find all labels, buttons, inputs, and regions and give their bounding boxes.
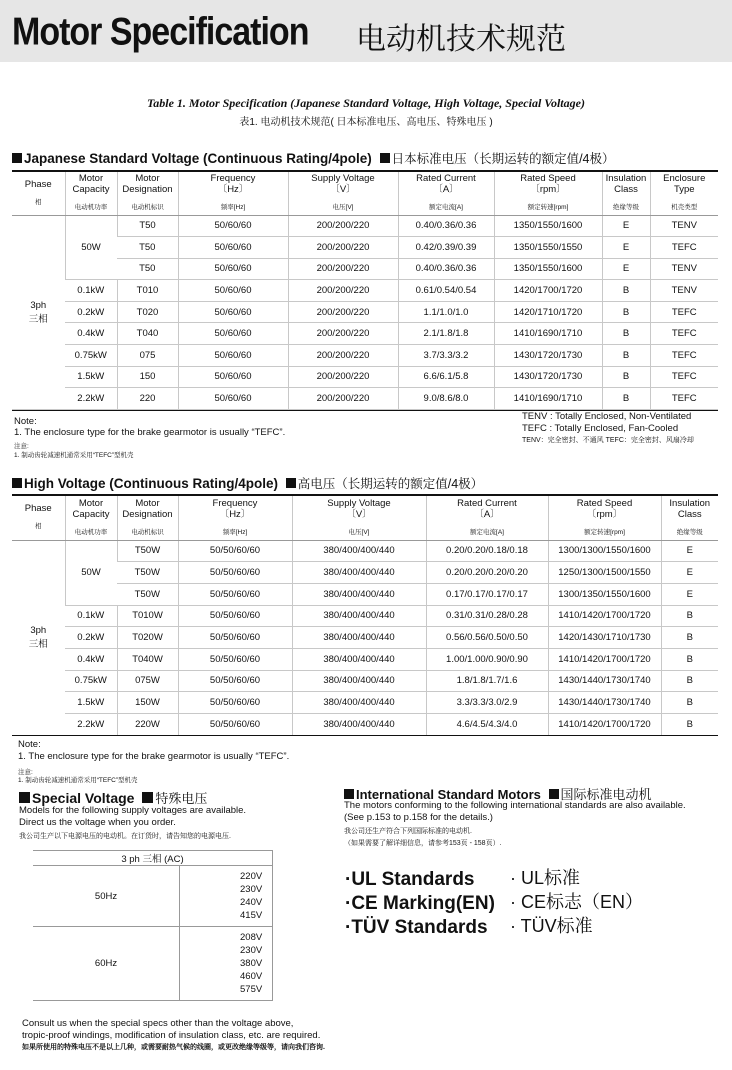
column-header-cn: 相 [35, 198, 42, 206]
cell-cur: 0.40/0.36/0.36 [398, 258, 494, 280]
column-header-cn: 电压[V] [332, 204, 354, 212]
cell-volt: 200/200/220 [288, 388, 398, 410]
cell-cur: 0.40/0.36/0.36 [398, 215, 494, 237]
hv-spec-table [12, 496, 718, 736]
cell-ins: B [602, 323, 650, 345]
cell-cur: 2.1/1.8/1.8 [398, 323, 494, 345]
std-tuv-cn: · TÜV标准 [510, 916, 593, 936]
column-header [398, 172, 494, 215]
voltage-value: 220V [240, 871, 263, 882]
column-header-en: Motor Capacity [72, 497, 110, 520]
special-table-header: 3 ph 三相 (AC) [33, 851, 273, 866]
cell-cur: 0.20/0.20/0.18/0.18 [426, 540, 548, 562]
cell-des: 075W [117, 670, 178, 692]
cell-freq: 50/50/60/60 [178, 540, 292, 562]
capacity-cell: 0.4kW [65, 323, 117, 345]
column-header-cn: 绝缘等级 [613, 204, 639, 212]
table-row [12, 562, 718, 584]
voltage-value: 240V [240, 897, 263, 908]
cell-cur: 0.61/0.54/0.54 [398, 280, 494, 302]
table-row [12, 323, 718, 345]
column-header [117, 496, 178, 540]
std-ul: ·UL Standards [345, 869, 475, 890]
freq-50hz: 50Hz [33, 866, 180, 927]
cell-spd: 1430/1440/1730/1740 [548, 692, 661, 714]
column-header [117, 172, 178, 215]
consult-text: Consult us when the special specs other than the voltage above, tropic-proof windings, modification of insulation class, etc. are required. 如果所使用的特殊电压不是以上几种，或需要耐热气候的线圈，或更改绝缘等级等，请向我们咨询. [22, 1018, 325, 1051]
column-header [178, 496, 292, 540]
cell-enc: TEFC [650, 388, 718, 410]
cell-enc: TEFC [650, 301, 718, 323]
jp-note-cn-1: 1. 制动齿轮减速机通常采用“TEFC”型机壳 [14, 452, 134, 459]
cell-enc: TEFC [650, 237, 718, 259]
cell-ins: E [661, 562, 718, 584]
cell-enc: TENV [650, 280, 718, 302]
capacity-cell: 0.2kW [65, 301, 117, 323]
column-header-en: Supply Voltage 〔V〕 [327, 497, 391, 520]
column-header [426, 496, 548, 540]
capacity-cell: 2.2kW [65, 714, 117, 736]
table-row [12, 345, 718, 367]
cell-volt: 380/400/400/440 [292, 670, 426, 692]
cell-spd: 1350/1550/1600 [494, 258, 602, 280]
hv-note-cn-label: 注意: [18, 769, 33, 776]
cell-enc: TEFC [650, 345, 718, 367]
voltage-value: 575V [240, 984, 263, 995]
cell-freq: 50/60/60 [178, 323, 288, 345]
phase-cell [12, 540, 65, 735]
intl-text: The motors conforming to the following international standards are also available. (See p.153 to p.158 for the details.) 我公司还生产符合下列国际标准的电动机. （如果需要了解详细信息，请参考153页 - 158页）. [344, 800, 686, 847]
cell-volt: 200/200/220 [288, 366, 398, 388]
cell-ins: B [661, 605, 718, 627]
cell-freq: 50/50/60/60 [178, 670, 292, 692]
special-voltage-table [33, 850, 273, 1001]
column-header-cn: 机壳类型 [671, 204, 698, 212]
column-header-en: Insulation Class [669, 497, 711, 520]
cell-enc: TEFC [650, 323, 718, 345]
column-header-cn: 额定转速[rpm] [584, 528, 625, 536]
cell-volt: 380/400/400/440 [292, 627, 426, 649]
cell-freq: 50/60/60 [178, 388, 288, 410]
table-row [12, 648, 718, 670]
column-header-en: Rated Speed 〔rpm〕 [520, 173, 576, 196]
capacity-cell: 50W [65, 540, 117, 605]
column-header-en: Phase [24, 178, 52, 190]
cell-enc: TENV [650, 215, 718, 237]
std-ce: ·CE Marking(EN) [345, 893, 495, 914]
column-header [178, 172, 288, 215]
cell-freq: 50/60/60 [178, 301, 288, 323]
header-band [0, 0, 732, 62]
cell-volt: 200/200/220 [288, 237, 398, 259]
cell-ins: B [661, 692, 718, 714]
cell-volt: 200/200/220 [288, 215, 398, 237]
column-header-en: Motor Designation [122, 497, 173, 520]
cell-freq: 50/60/60 [178, 258, 288, 280]
capacity-cell: 0.1kW [65, 280, 117, 302]
cell-volt: 200/200/220 [288, 280, 398, 302]
column-header-cn: 电动机标识 [131, 204, 164, 212]
column-header-en: Rated Current 〔A〕 [416, 173, 476, 196]
cell-cur: 0.56/0.56/0.50/0.50 [426, 627, 548, 649]
column-header-en: Rated Current 〔A〕 [457, 497, 517, 520]
cell-des: T010 [117, 280, 178, 302]
cell-freq: 50/50/60/60 [178, 627, 292, 649]
cell-freq: 50/60/60 [178, 237, 288, 259]
capacity-cell: 2.2kW [65, 388, 117, 410]
cell-volt: 380/400/400/440 [292, 648, 426, 670]
cell-spd: 1410/1420/1700/1720 [548, 605, 661, 627]
column-header-en: Frequency 〔Hz〕 [210, 173, 256, 196]
cell-spd: 1420/1430/1710/1730 [548, 627, 661, 649]
special-voltage-title: Special Voltage 特殊电压 [19, 788, 207, 807]
capacity-cell: 50W [65, 215, 117, 280]
cell-des: 075 [117, 345, 178, 367]
table-row [12, 237, 718, 259]
cell-des: T020W [117, 627, 178, 649]
cell-spd: 1410/1690/1710 [494, 388, 602, 410]
cell-cur: 1.00/1.00/0.90/0.90 [426, 648, 548, 670]
std-ce-cn: · CE标志（EN） [510, 892, 644, 912]
cell-freq: 50/50/60/60 [178, 562, 292, 584]
column-header-cn: 电动机功率 [74, 204, 108, 212]
table-row [12, 388, 718, 410]
column-header-en: Rated Speed 〔rpm〕 [576, 497, 633, 520]
freq-60hz: 60Hz [33, 927, 180, 1001]
cell-spd: 1410/1420/1700/1720 [548, 648, 661, 670]
jp-note-1: 1. The enclosure type for the brake gearmotor is usually “TEFC”. [14, 427, 286, 438]
cell-freq: 50/60/60 [178, 215, 288, 237]
cell-spd: 1350/1550/1550 [494, 237, 602, 259]
table-row [12, 692, 718, 714]
cell-spd: 1430/1440/1730/1740 [548, 670, 661, 692]
cell-ins: B [602, 388, 650, 410]
cell-volt: 380/400/400/440 [292, 583, 426, 605]
column-header [548, 496, 661, 540]
voltage-value: 380V [240, 958, 263, 969]
cell-freq: 50/50/60/60 [178, 583, 292, 605]
cell-volt: 200/200/220 [288, 323, 398, 345]
capacity-cell: 0.4kW [65, 648, 117, 670]
cell-freq: 50/50/60/60 [178, 692, 292, 714]
table-row [12, 215, 718, 237]
cell-des: T010W [117, 605, 178, 627]
column-header-en: Motor Designation [122, 173, 173, 196]
cell-volt: 380/400/400/440 [292, 540, 426, 562]
column-header-en: Enclosure Type [663, 173, 706, 196]
enc-tefc: TEFC : Totally Enclosed, Fan-Cooled [522, 423, 679, 434]
capacity-cell: 1.5kW [65, 366, 117, 388]
column-header [12, 496, 65, 540]
jp-note-cn-label: 注意: [14, 443, 29, 450]
cell-spd: 1250/1300/1500/1550 [548, 562, 661, 584]
cell-spd: 1420/1700/1720 [494, 280, 602, 302]
cell-ins: E [602, 237, 650, 259]
std-ul-cn: · UL标准 [510, 868, 581, 888]
cell-cur: 1.1/1.0/1.0 [398, 301, 494, 323]
phase-value-cn: 三相 [28, 639, 48, 651]
cell-ins: B [602, 301, 650, 323]
enclosure-legend [522, 411, 694, 447]
column-header-cn: 额定转速[rpm] [527, 204, 569, 212]
cell-volt: 380/400/400/440 [292, 562, 426, 584]
column-header-cn: 绝缘等级 [676, 528, 703, 536]
cell-spd: 1430/1720/1730 [494, 366, 602, 388]
cell-ins: B [661, 714, 718, 736]
column-header [65, 496, 117, 540]
cell-des: 220W [117, 714, 178, 736]
cell-volt: 380/400/400/440 [292, 714, 426, 736]
table-row [12, 258, 718, 280]
cell-des: T50W [117, 562, 178, 584]
column-header-cn: 频率[Hz] [220, 204, 246, 212]
page-title-cn: 电动机技术规范 [356, 23, 566, 56]
volts-50hz [180, 866, 273, 927]
cell-ins: B [661, 627, 718, 649]
cell-des: T040W [117, 648, 178, 670]
capacity-cell: 0.75kW [65, 670, 117, 692]
cell-ins: B [661, 648, 718, 670]
table-row [12, 366, 718, 388]
table-row [12, 627, 718, 649]
table-row [12, 670, 718, 692]
cell-des: T50 [117, 237, 178, 259]
cell-ins: B [602, 345, 650, 367]
column-header-en: Motor Capacity [72, 173, 110, 196]
column-header-en: Insulation Class [605, 173, 647, 196]
capacity-cell: 0.75kW [65, 345, 117, 367]
hv-note-cn-1: 1. 制动齿轮减速机通常采用“TEFC”型机壳 [18, 777, 138, 784]
intl-title: International Standard Motors 国际标准电动机 [344, 784, 652, 803]
cell-ins: B [602, 280, 650, 302]
cell-cur: 0.20/0.20/0.20/0.20 [426, 562, 548, 584]
column-header [602, 172, 650, 215]
cell-cur: 4.6/4.5/4.3/4.0 [426, 714, 548, 736]
cell-ins: E [661, 540, 718, 562]
column-header [12, 172, 65, 215]
table-row [12, 714, 718, 736]
cell-des: T040 [117, 323, 178, 345]
column-header-en: Supply Voltage 〔V〕 [311, 173, 375, 196]
enc-tenv: TENV : Totally Enclosed, Non-Ventilated [522, 411, 692, 422]
column-header-cn: 电压[V] [348, 528, 370, 536]
cell-freq: 50/60/60 [178, 366, 288, 388]
special-text: Models for the following supply voltages are available. Direct us the voltage when you order. 我公司生产以下电源电压的电动机。在订货时，请告知您的电源电压. [19, 805, 247, 840]
cell-spd: 1410/1420/1700/1720 [548, 714, 661, 736]
phase-cell [12, 215, 65, 409]
cell-freq: 50/50/60/60 [178, 648, 292, 670]
capacity-cell: 1.5kW [65, 692, 117, 714]
table-row [12, 280, 718, 302]
hv-note-label: Note: [18, 739, 41, 750]
voltage-value: 460V [240, 971, 263, 982]
cell-cur: 0.31/0.31/0.28/0.28 [426, 605, 548, 627]
cell-des: 150 [117, 366, 178, 388]
table-caption: Table 1. Motor Specification (Japanese Standard Voltage, High Voltage, Special Voltage) [147, 96, 585, 110]
column-header [494, 172, 602, 215]
section-title-hv: High Voltage (Continuous Rating/4pole) 高电压（长期运转的额定值/4极） [12, 474, 483, 492]
capacity-cell: 0.1kW [65, 605, 117, 627]
table-row [12, 583, 718, 605]
cell-spd: 1430/1720/1730 [494, 345, 602, 367]
cell-spd: 1300/1350/1550/1600 [548, 583, 661, 605]
cell-cur: 3.3/3.3/3.0/2.9 [426, 692, 548, 714]
column-header [650, 172, 718, 215]
jp-note-label: Note: [14, 416, 37, 427]
cell-ins: B [602, 366, 650, 388]
cell-des: 150W [117, 692, 178, 714]
cell-cur: 0.42/0.39/0.39 [398, 237, 494, 259]
column-header-en: Phase [24, 503, 52, 515]
intl-standards-list [345, 868, 495, 940]
cell-des: T020 [117, 301, 178, 323]
cell-cur: 9.0/8.6/8.0 [398, 388, 494, 410]
cell-freq: 50/60/60 [178, 280, 288, 302]
cell-volt: 200/200/220 [288, 258, 398, 280]
cell-ins: E [602, 258, 650, 280]
table-row [12, 301, 718, 323]
enc-cn: TENV：完全密封、不通风 TEFC：完全密封、风扇冷却 [522, 437, 694, 444]
cell-cur: 0.17/0.17/0.17/0.17 [426, 583, 548, 605]
column-header-cn: 额定电流[A] [470, 528, 504, 536]
hv-note-1: 1. The enclosure type for the brake gearmotor is usually “TEFC”. [18, 751, 290, 762]
column-header [288, 172, 398, 215]
cell-des: T50 [117, 258, 178, 280]
intl-standards-list-cn [510, 866, 643, 938]
section-title-jp: Japanese Standard Voltage (Continuous Rating/4pole) 日本标准电压（长期运转的额定值/4极） [12, 149, 615, 167]
cell-volt: 380/400/400/440 [292, 692, 426, 714]
cell-ins: E [602, 215, 650, 237]
cell-cur: 6.6/6.1/5.8 [398, 366, 494, 388]
cell-spd: 1410/1690/1710 [494, 323, 602, 345]
phase-value-cn: 三相 [28, 313, 48, 325]
voltage-value: 230V [240, 945, 263, 956]
column-header-cn: 电动机标识 [131, 528, 164, 536]
cell-volt: 200/200/220 [288, 345, 398, 367]
cell-spd: 1420/1710/1720 [494, 301, 602, 323]
std-tuv: ·TÜV Standards [345, 917, 488, 938]
voltage-value: 230V [240, 884, 263, 895]
column-header-cn: 额定电流[A] [429, 204, 463, 212]
cell-cur: 1.8/1.8/1.7/1.6 [426, 670, 548, 692]
phase-value: 3ph [30, 625, 47, 637]
column-header-cn: 电动机功率 [74, 528, 108, 536]
cell-enc: TENV [650, 258, 718, 280]
jp-spec-table [12, 172, 718, 410]
column-header [292, 496, 426, 540]
cell-cur: 3.7/3.3/3.2 [398, 345, 494, 367]
cell-freq: 50/60/60 [178, 345, 288, 367]
cell-ins: E [661, 583, 718, 605]
volts-60hz [180, 927, 273, 1001]
column-header [661, 496, 718, 540]
table-bottom-rule [12, 735, 718, 736]
cell-des: T50 [117, 215, 178, 237]
cell-des: 220 [117, 388, 178, 410]
cell-des: T50W [117, 583, 178, 605]
cell-ins: B [661, 670, 718, 692]
cell-spd: 1350/1550/1600 [494, 215, 602, 237]
phase-value: 3ph [30, 299, 47, 311]
column-header [65, 172, 117, 215]
cell-des: T50W [117, 540, 178, 562]
cell-enc: TEFC [650, 366, 718, 388]
voltage-value: 208V [240, 932, 263, 943]
column-header-cn: 相 [35, 523, 42, 531]
cell-volt: 200/200/220 [288, 301, 398, 323]
page-title: Motor Specification [12, 10, 309, 54]
table-caption-cn: 表1. 电动机技术规范( 日本标准电压、高电压、特殊电压 ) [239, 117, 493, 128]
column-header-cn: 频率[Hz] [222, 528, 248, 536]
table-row [12, 540, 718, 562]
cell-freq: 50/50/60/60 [178, 605, 292, 627]
cell-freq: 50/50/60/60 [178, 714, 292, 736]
voltage-value: 415V [240, 910, 263, 921]
capacity-cell: 0.2kW [65, 627, 117, 649]
cell-spd: 1300/1300/1550/1600 [548, 540, 661, 562]
cell-volt: 380/400/400/440 [292, 605, 426, 627]
table-row [12, 605, 718, 627]
column-header-en: Frequency 〔Hz〕 [212, 497, 258, 520]
